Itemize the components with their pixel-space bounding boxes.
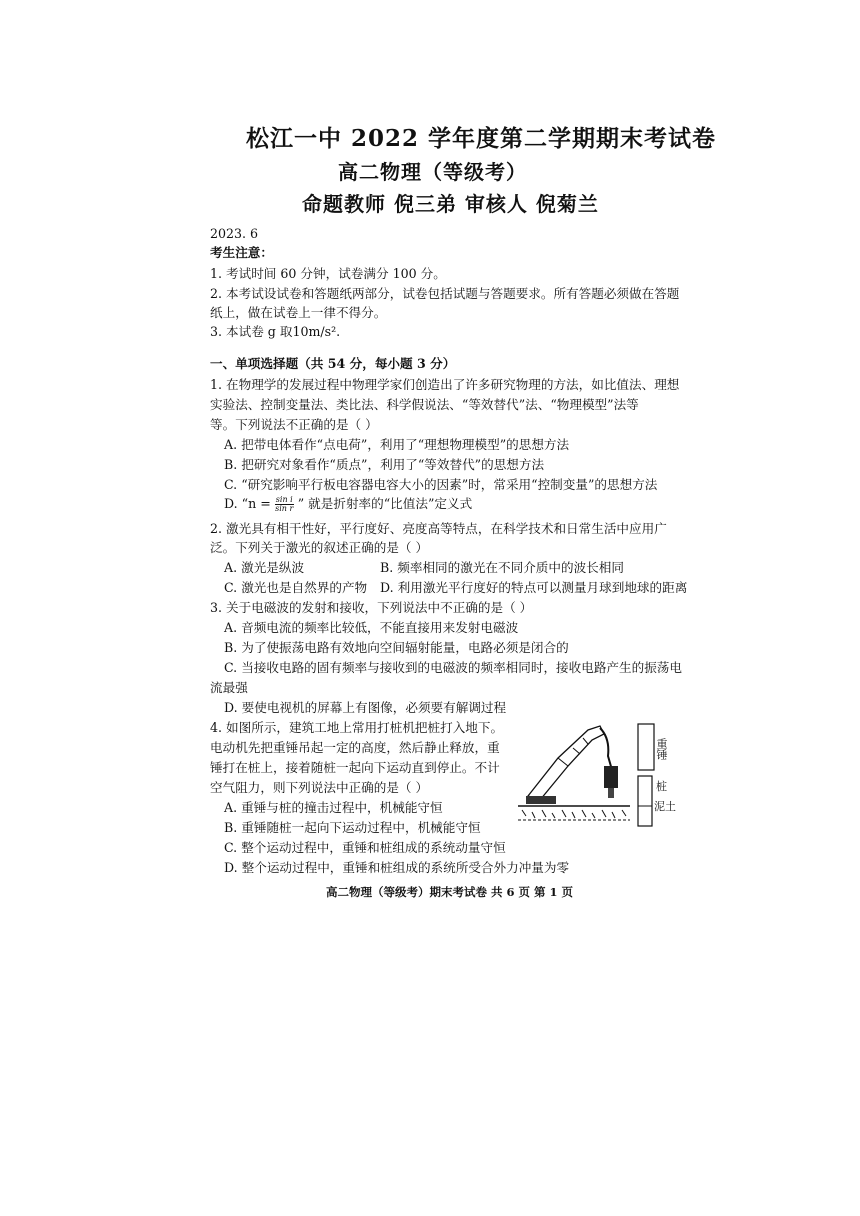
exam-date: 2023. 6 [210,226,259,241]
question-line: 实验法、控制变量法、类比法、科学假说法、“等效替代”法、“物理模型”法等 [210,397,639,412]
fraction-denominator: sin r [275,504,294,513]
question-line: 锤打在桩上，接着随桩一起向下运动直到停止。不计 [210,760,500,775]
notice-heading: 考生注意： [210,245,273,260]
option-b: B. 为了使振荡电路有效地向空间辐射能量，电路必须是闭合的 [224,640,569,655]
option-b: B. 重锤随桩一起向下运动过程中，机械能守恒 [224,820,481,835]
notice-item: 纸上，做在试卷上一律不得分。 [210,305,387,320]
hammer-label: 重锤 [655,738,668,760]
notice-item: 1. 考试时间 60 分钟，试卷满分 100 分。 [210,266,446,281]
pile-label: 桩 [656,780,667,793]
fraction-numerator: sin i [275,495,293,504]
soil-label: 泥土 [654,800,676,813]
question-line: 1. 在物理学的发展过程中物理学家们创造出了许多研究物理的方法，如比值法、理想 [210,377,680,392]
option-c: C. “研究影响平行板电容器电容大小的因素”时，常采用“控制变量”的思想方法 [224,477,658,492]
question-line: 流最强 [210,680,248,695]
option-b: B. 频率相同的激光在不同介质中的波长相同 [380,560,624,575]
question-line: 等。下列说法不正确的是（ ） [210,417,378,432]
question-line: 3. 关于电磁波的发射和接收，下列说法中不正确的是（ ） [210,600,533,615]
option-d: D. 要使电视机的屏幕上有图像，必须要有解调过程 [224,700,507,715]
notice-item: 3. 本试卷 g 取10m/s². [210,324,341,339]
question-line: 空气阻力，则下列说法中正确的是（ ） [210,780,429,795]
notice-item: 2. 本考试设试卷和答题纸两部分，试卷包括试题与答题要求。所有答题必须做在答题 [210,286,680,301]
question-line: 泛。下列关于激光的叙述正确的是（ ） [210,540,429,555]
option-a: A. 激光是纵波 [224,560,305,575]
exam-title: 松江一中 2022 学年度第二学期期末考试卷 [246,125,717,152]
question-line: 4. 如图所示，建筑工地上常用打桩机把桩打入地下。 [210,720,504,735]
exam-authors: 命题教师 倪三弟 审核人 倪菊兰 [302,192,599,216]
option-c: C. 整个运动过程中，重锤和桩组成的系统动量守恒 [224,840,506,855]
option-a: A. 把带电体看作“点电荷”，利用了“理想物理模型”的思想方法 [224,437,570,452]
option-d: D. 利用激光平行度好的特点可以测量月球到地球的距离 [380,580,688,595]
refraction-formula [275,496,294,513]
option-b: B. 把研究对象看作“质点”，利用了“等效替代”的思想方法 [224,457,545,472]
option-d-prefix: D. “n = [224,496,271,511]
question-line: 电动机先把重锤吊起一定的高度，然后静止释放，重 [210,740,500,755]
option-d-suffix: ” 就是折射率的“比值法”定义式 [297,496,473,511]
option-d [224,496,472,513]
option-a: A. 音频电流的频率比较低，不能直接用来发射电磁波 [224,620,519,635]
option-c: C. 当接收电路的固有频率与接收到的电磁波的频率相同时，接收电路产生的振荡电 [224,660,682,675]
pile-driver-figure [518,718,668,828]
option-a: A. 重锤与桩的撞击过程中，机械能守恒 [224,800,443,815]
exam-subtitle: 高二物理（等级考） [338,160,527,184]
page-footer: 高二物理（等级考）期末考试卷 共 6 页 第 1 页 [326,885,574,899]
question-line: 2. 激光具有相干性好，平行度好、亮度高等特点，在科学技术和日常生活中应用广 [210,521,667,536]
option-c: C. 激光也是自然界的产物 [224,580,368,595]
section-heading: 一、单项选择题（共 54 分，每小题 3 分） [210,356,456,371]
option-d: D. 整个运动过程中，重锤和桩组成的系统所受合外力冲量为零 [224,860,570,875]
